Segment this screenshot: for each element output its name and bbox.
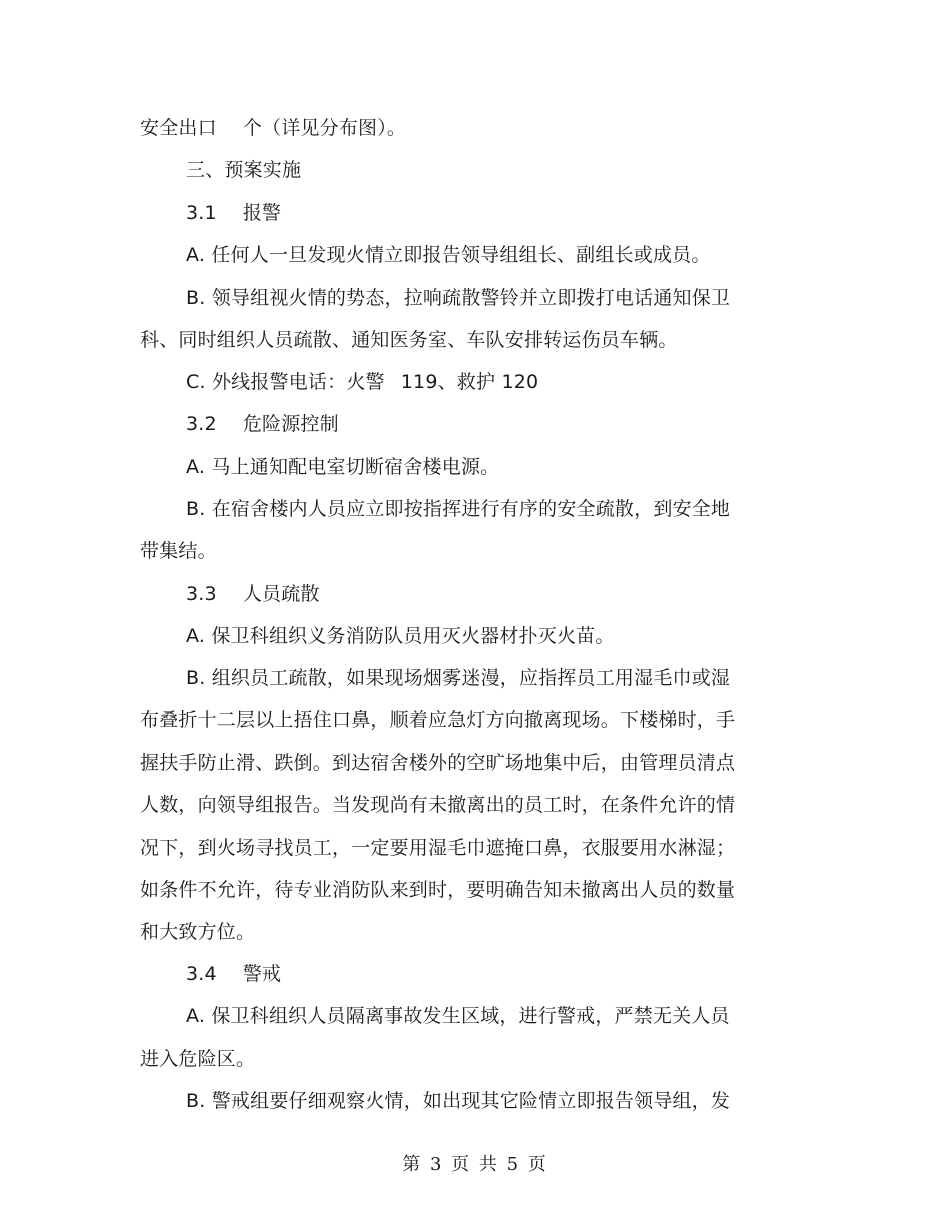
text-line: A. 马上通知配电室切断宿舍楼电源。 — [186, 456, 500, 478]
text-line — [186, 370, 538, 394]
section-number: 3.3 — [186, 583, 217, 605]
subsection-heading — [186, 962, 281, 986]
section-title: 警戒 — [242, 963, 282, 985]
text-line: 如条件不允许，待专业消防队来到时，要明确告知未撤离出人员的数量 — [140, 879, 736, 901]
text-line: 进入危险区。 — [140, 1048, 256, 1070]
text-line: A. 保卫科组织人员隔离事故发生区域，进行警戒，严禁无关人员 — [186, 1005, 730, 1027]
text-line: 和大致方位。 — [140, 921, 256, 943]
text-line — [140, 116, 406, 140]
section-title: 报警 — [242, 202, 282, 224]
text-segment: C. 外线报警电话：火警 — [186, 371, 385, 393]
section-title: 危险源控制 — [242, 413, 339, 435]
section-number: 3.1 — [186, 202, 217, 224]
text-line: B. 在宿舍楼内人员应立即按指挥进行有序的安全疏散，到安全地 — [186, 498, 731, 520]
text-line: 布叠折十二层以上捂住口鼻，顺着应急灯方向撤离现场。下楼梯时，手 — [140, 709, 736, 731]
subsection-heading — [186, 412, 339, 436]
section-title: 人员疏散 — [242, 583, 320, 605]
text-line: B. 领导组视火情的势态，拉响疏散警铃并立即拨打电话通知保卫 — [186, 287, 731, 309]
text-line: 况下，到火场寻找员工，一定要用湿毛巾遮掩口鼻，衣服要用水淋湿； — [140, 837, 736, 859]
text-line: A. 保卫科组织义务消防队员用灭火器材扑灭火苗。 — [186, 625, 615, 647]
subsection-heading — [186, 201, 281, 225]
text-line: A. 任何人一旦发现火情立即报告领导组组长、副组长或成员。 — [186, 244, 711, 266]
subsection-heading — [186, 582, 320, 606]
text-line: 带集结。 — [140, 540, 217, 562]
section-heading: 三、预案实施 — [186, 159, 302, 181]
text-segment: 安全出口 — [140, 117, 217, 139]
text-line: 人数，向领导组报告。当发现尚有未撤离出的员工时，在条件允许的情 — [140, 794, 736, 816]
text-line: 科、同时组织人员疏散、通知医务室、车队安排转运伤员车辆。 — [140, 329, 678, 351]
text-segment: 个（详见分布图）。 — [242, 117, 407, 139]
text-segment: 119、救护 120 — [400, 371, 539, 393]
text-line: B. 组织员工疏散，如果现场烟雾迷漫，应指挥员工用湿毛巾或湿 — [186, 667, 731, 689]
page-footer: 第 3 页 共 5 页 — [402, 1154, 548, 1175]
text-line: 握扶手防止滑、跌倒。到达宿舍楼外的空旷场地集中后，由管理员清点 — [140, 752, 736, 774]
section-number: 3.4 — [186, 963, 217, 985]
text-line: B. 警戒组要仔细观察火情，如出现其它险情立即报告领导组，发 — [186, 1090, 731, 1112]
section-number: 3.2 — [186, 413, 217, 435]
